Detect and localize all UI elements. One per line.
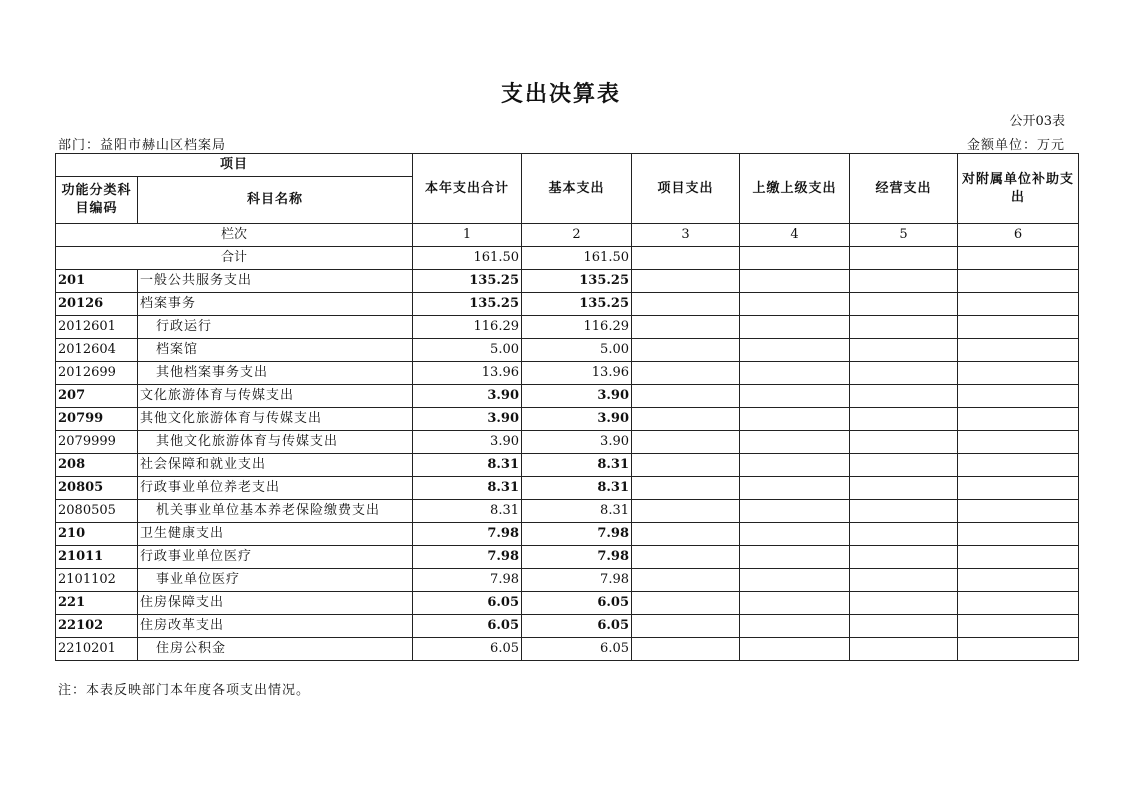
- business-cell: [850, 523, 958, 546]
- report-title: 支出决算表: [500, 81, 621, 107]
- table-row: [56, 385, 1079, 408]
- business-cell: [850, 500, 958, 523]
- name-cell: 住房公积金: [138, 638, 413, 661]
- table-row: [56, 270, 1079, 293]
- code-cell: 208: [56, 454, 138, 477]
- basic-cell: 7.98: [522, 569, 632, 592]
- total-cell: 7.98: [413, 569, 522, 592]
- table-row: [56, 408, 1079, 431]
- upper-cell: [740, 523, 850, 546]
- table-row: [56, 615, 1079, 638]
- project-cell: [632, 316, 740, 339]
- project-cell: [632, 500, 740, 523]
- column-number-row: [56, 224, 1079, 247]
- upper-cell: [740, 408, 850, 431]
- upper-cell: [740, 431, 850, 454]
- total-cell: 3.90: [413, 431, 522, 454]
- code-cell: 207: [56, 385, 138, 408]
- upper-cell: [740, 454, 850, 477]
- total-cell: 135.25: [413, 270, 522, 293]
- business-cell: [850, 569, 958, 592]
- business-cell: [850, 477, 958, 500]
- basic-cell: 6.05: [522, 615, 632, 638]
- amount-unit-label: 金额单位：万元: [966, 138, 1065, 153]
- table-row: [56, 523, 1079, 546]
- name-cell: 一般公共服务支出: [138, 270, 413, 293]
- basic-cell: 7.98: [522, 523, 632, 546]
- total-cell: 135.25: [413, 293, 522, 316]
- column-number-5: 5: [850, 224, 958, 247]
- code-cell: 2079999: [56, 431, 138, 454]
- code-cell: 21011: [56, 546, 138, 569]
- column-number-2: 2: [522, 224, 632, 247]
- upper-cell: [740, 270, 850, 293]
- column-number-4: 4: [740, 224, 850, 247]
- business-cell: [850, 339, 958, 362]
- total-cell: 3.90: [413, 385, 522, 408]
- business-cell: [850, 592, 958, 615]
- subsidy-cell: [958, 408, 1079, 431]
- header-item: 项目: [56, 154, 413, 177]
- subsidy-cell: [958, 615, 1079, 638]
- project-cell: [632, 385, 740, 408]
- upper-cell: [740, 293, 850, 316]
- subsidy-cell: [958, 454, 1079, 477]
- business-cell: [850, 454, 958, 477]
- subsidy-cell: [958, 569, 1079, 592]
- basic-cell: 5.00: [522, 339, 632, 362]
- project-cell: [632, 293, 740, 316]
- basic-cell: 3.90: [522, 385, 632, 408]
- code-cell: 2101102: [56, 569, 138, 592]
- total-cell: 6.05: [413, 592, 522, 615]
- business-cell: [850, 270, 958, 293]
- total-amount: 161.50: [413, 247, 522, 270]
- name-cell: 其他文化旅游体育与传媒支出: [138, 431, 413, 454]
- business-cell: [850, 362, 958, 385]
- table-row: [56, 592, 1079, 615]
- expenditure-table: [55, 153, 1079, 661]
- total-cell: 6.05: [413, 615, 522, 638]
- column-number-6: 6: [958, 224, 1079, 247]
- total-cell: 3.90: [413, 408, 522, 431]
- code-cell: 20799: [56, 408, 138, 431]
- name-cell: 其他档案事务支出: [138, 362, 413, 385]
- subsidy-cell: [958, 638, 1079, 661]
- total-cell: 8.31: [413, 477, 522, 500]
- total-cell: 8.31: [413, 500, 522, 523]
- subsidy-cell: [958, 339, 1079, 362]
- code-cell: 20805: [56, 477, 138, 500]
- footnote: 注：本表反映部门本年度各项支出情况。: [58, 683, 311, 698]
- upper-cell: [740, 316, 850, 339]
- name-cell: 行政事业单位医疗: [138, 546, 413, 569]
- business-cell: [850, 431, 958, 454]
- project-cell: [632, 523, 740, 546]
- basic-cell: 3.90: [522, 408, 632, 431]
- table-row: [56, 293, 1079, 316]
- empty-cell: [850, 247, 958, 270]
- project-cell: [632, 454, 740, 477]
- basic-cell: 8.31: [522, 454, 632, 477]
- department-label: 部门：益阳市赫山区档案局: [58, 138, 227, 153]
- total-label: 合计: [56, 247, 413, 270]
- project-cell: [632, 638, 740, 661]
- table-row: [56, 362, 1079, 385]
- name-cell: 卫生健康支出: [138, 523, 413, 546]
- column-number-1: 1: [413, 224, 522, 247]
- name-cell: 事业单位医疗: [138, 569, 413, 592]
- subsidy-cell: [958, 592, 1079, 615]
- table-row: [56, 316, 1079, 339]
- table-body: [56, 154, 1079, 661]
- header-upper: 上缴上级支出: [740, 154, 850, 224]
- header-business: 经营支出: [850, 154, 958, 224]
- name-cell: 社会保障和就业支出: [138, 454, 413, 477]
- total-cell: 7.98: [413, 546, 522, 569]
- project-cell: [632, 431, 740, 454]
- subsidy-cell: [958, 270, 1079, 293]
- business-cell: [850, 408, 958, 431]
- table-row: [56, 477, 1079, 500]
- total-basic-amount: 161.50: [522, 247, 632, 270]
- subsidy-cell: [958, 316, 1079, 339]
- total-cell: 7.98: [413, 523, 522, 546]
- basic-cell: 116.29: [522, 316, 632, 339]
- code-cell: 2012601: [56, 316, 138, 339]
- upper-cell: [740, 362, 850, 385]
- code-cell: 22102: [56, 615, 138, 638]
- header-project: 项目支出: [632, 154, 740, 224]
- subsidy-cell: [958, 523, 1079, 546]
- name-cell: 文化旅游体育与传媒支出: [138, 385, 413, 408]
- name-cell: 住房保障支出: [138, 592, 413, 615]
- project-cell: [632, 408, 740, 431]
- basic-cell: 7.98: [522, 546, 632, 569]
- total-cell: 116.29: [413, 316, 522, 339]
- header-total: 本年支出合计: [413, 154, 522, 224]
- empty-cell: [740, 247, 850, 270]
- header-name: 科目名称: [138, 177, 413, 224]
- basic-cell: 6.05: [522, 638, 632, 661]
- business-cell: [850, 385, 958, 408]
- name-cell: 档案馆: [138, 339, 413, 362]
- total-cell: 6.05: [413, 638, 522, 661]
- code-cell: 2080505: [56, 500, 138, 523]
- project-cell: [632, 546, 740, 569]
- name-cell: 机关事业单位基本养老保险缴费支出: [138, 500, 413, 523]
- business-cell: [850, 546, 958, 569]
- column-number-label: 栏次: [56, 224, 413, 247]
- upper-cell: [740, 339, 850, 362]
- form-number: 公开03表: [1009, 114, 1065, 129]
- business-cell: [850, 615, 958, 638]
- subsidy-cell: [958, 431, 1079, 454]
- header-row-1: [56, 154, 1079, 177]
- code-cell: 210: [56, 523, 138, 546]
- upper-cell: [740, 615, 850, 638]
- business-cell: [850, 316, 958, 339]
- column-number-3: 3: [632, 224, 740, 247]
- table-row: [56, 638, 1079, 661]
- project-cell: [632, 339, 740, 362]
- upper-cell: [740, 477, 850, 500]
- business-cell: [850, 638, 958, 661]
- project-cell: [632, 477, 740, 500]
- project-cell: [632, 592, 740, 615]
- project-cell: [632, 270, 740, 293]
- header-basic: 基本支出: [522, 154, 632, 224]
- name-cell: 档案事务: [138, 293, 413, 316]
- empty-cell: [958, 247, 1079, 270]
- upper-cell: [740, 592, 850, 615]
- code-cell: 2012604: [56, 339, 138, 362]
- code-cell: 201: [56, 270, 138, 293]
- upper-cell: [740, 638, 850, 661]
- header-subsidy: 对附属单位补助支出: [958, 154, 1079, 224]
- table-row: [56, 431, 1079, 454]
- subsidy-cell: [958, 477, 1079, 500]
- project-cell: [632, 615, 740, 638]
- code-cell: 2012699: [56, 362, 138, 385]
- code-cell: 221: [56, 592, 138, 615]
- total-cell: 8.31: [413, 454, 522, 477]
- basic-cell: 8.31: [522, 500, 632, 523]
- project-cell: [632, 362, 740, 385]
- subsidy-cell: [958, 500, 1079, 523]
- header-code: 功能分类科目编码: [56, 177, 138, 224]
- code-cell: 2210201: [56, 638, 138, 661]
- name-cell: 其他文化旅游体育与传媒支出: [138, 408, 413, 431]
- table-row: [56, 569, 1079, 592]
- code-cell: 20126: [56, 293, 138, 316]
- table-row: [56, 500, 1079, 523]
- basic-cell: 6.05: [522, 592, 632, 615]
- upper-cell: [740, 546, 850, 569]
- table-row: [56, 454, 1079, 477]
- business-cell: [850, 293, 958, 316]
- total-row: [56, 247, 1079, 270]
- subsidy-cell: [958, 362, 1079, 385]
- upper-cell: [740, 385, 850, 408]
- basic-cell: 135.25: [522, 293, 632, 316]
- subsidy-cell: [958, 293, 1079, 316]
- upper-cell: [740, 500, 850, 523]
- basic-cell: 8.31: [522, 477, 632, 500]
- name-cell: 行政运行: [138, 316, 413, 339]
- basic-cell: 135.25: [522, 270, 632, 293]
- project-cell: [632, 569, 740, 592]
- total-cell: 13.96: [413, 362, 522, 385]
- subsidy-cell: [958, 546, 1079, 569]
- subsidy-cell: [958, 385, 1079, 408]
- name-cell: 行政事业单位养老支出: [138, 477, 413, 500]
- basic-cell: 3.90: [522, 431, 632, 454]
- table-row: [56, 339, 1079, 362]
- name-cell: 住房改革支出: [138, 615, 413, 638]
- basic-cell: 13.96: [522, 362, 632, 385]
- table-row: [56, 546, 1079, 569]
- empty-cell: [632, 247, 740, 270]
- total-cell: 5.00: [413, 339, 522, 362]
- upper-cell: [740, 569, 850, 592]
